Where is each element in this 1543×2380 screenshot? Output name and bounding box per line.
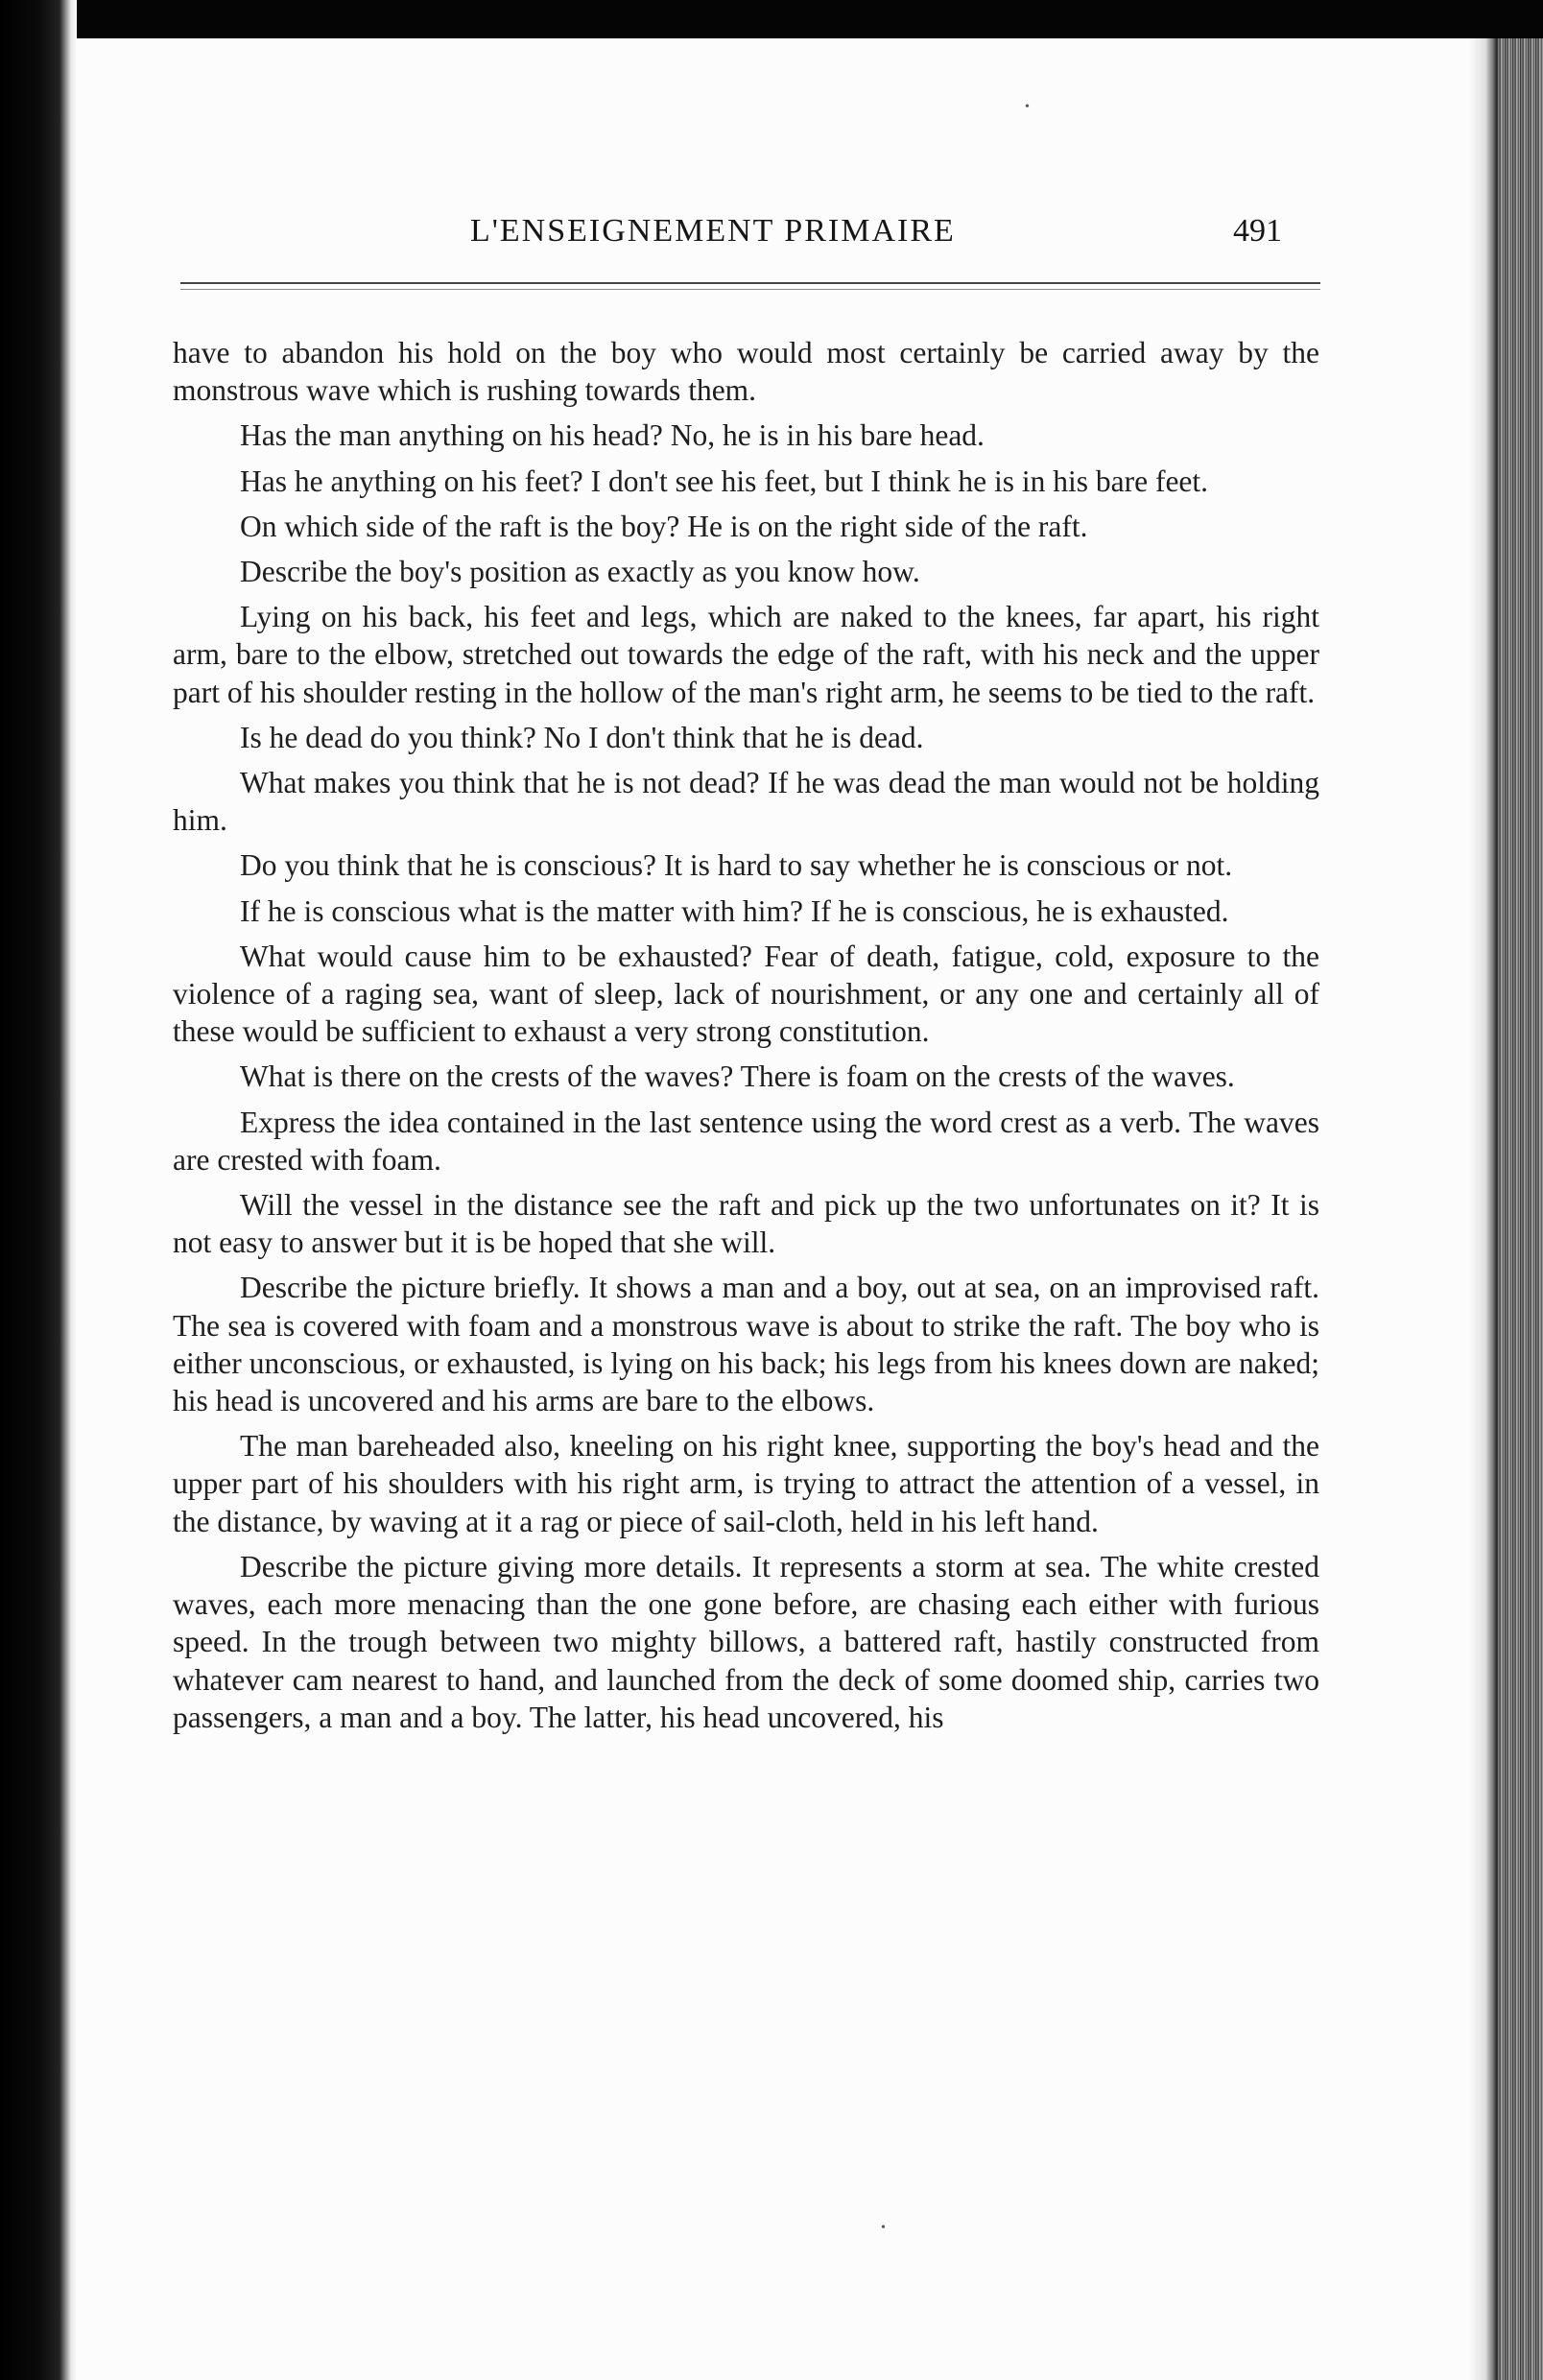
paragraph: Has he anything on his feet? I don't see his feet, but I think he is in his bare feet.: [240, 464, 1209, 498]
paragraph: Do you think that he is conscious? It is hard to say whether he is conscious or not.: [240, 848, 1233, 883]
scan-speck: •: [1025, 100, 1030, 114]
header-rule: [180, 282, 1320, 284]
paragraph: Describe the picture briefly. It shows a man and a boy, out at sea, on an improvised raft. The sea is covered with foam and a monstrous wave is about to strike the raft. The boy who is either unconscious, or exhausted, is lying on his back; his legs from his knees down are naked; his head is uncovered and his arms are bare to the elbows.: [173, 1271, 1319, 1418]
paragraph: Is he dead do you think? No I don't think that he is dead.: [240, 720, 924, 754]
paragraph: If he is conscious what is the matter with him? If he is conscious, he is exhausted.: [240, 893, 1229, 928]
page-number: 491: [1233, 213, 1282, 249]
running-title: L'ENSEIGNEMENT PRIMAIRE: [470, 213, 956, 249]
page-body: [173, 334, 1319, 1744]
book-gutter-shadow: [0, 0, 77, 2380]
paragraph: Express the idea contained in the last sentence using the word crest as a verb. The waves are crested with foam.: [173, 1105, 1319, 1177]
book-page-stack-edge: [1497, 38, 1543, 2380]
paragraph: have to abandon his hold on the boy who would most certainly be carried away by the monstrous wave which is rushing towards them.: [173, 336, 1319, 408]
paragraph: What would cause him to be exhausted? Fear of death, fatigue, cold, exposure to the violence of a raging sea, want of sleep, lack of nourishment, or any one and certainly all of these would be sufficient to exhaust a very strong constitution.: [173, 939, 1319, 1049]
scan-speck: •: [881, 2221, 886, 2235]
paragraph: What is there on the crests of the waves? There is foam on the crests of the waves.: [240, 1059, 1235, 1094]
paragraph: Will the vessel in the distance see the raft and pick up the two unfortunates on it? It is not easy to answer but it is be hoped that she will.: [173, 1188, 1319, 1260]
paragraph: What makes you think that he is not dead? If he was dead the man would not be holding him.: [173, 766, 1319, 838]
paragraph: Describe the boy's position as exactly as you know how.: [240, 555, 920, 589]
paragraph: The man bareheaded also, kneeling on his right knee, supporting the boy's head and the upper part of his shoulders with his right arm, is trying to attract the attention of a vessel, in the distance, by waving at it a rag or piece of sail-cloth, held in his left hand.: [173, 1429, 1319, 1538]
paragraph: Describe the picture giving more details. It represents a storm at sea. The white crested waves, each more menacing than the one gone before, are chasing each either with furious speed. In the trough between two mighty billows, a battered raft, hastily constructed from whatever cam nearest to hand, and launched from the deck of some doomed ship, carries two passengers, a man and a boy. The latter, his head uncovered, his: [173, 1549, 1319, 1734]
page-edge-shading: [1468, 38, 1497, 2380]
header-rule-thin: [180, 289, 1320, 290]
paragraph: Lying on his back, his feet and legs, which are naked to the knees, far apart, his right arm, bare to the elbow, stretched out towards the edge of the raft, with his neck and the upper part of his shoulder resting in the hollow of the man's right arm, he seems to be tied to the raft.: [173, 600, 1319, 709]
scan-border-top: [0, 0, 1543, 43]
paragraph: Has the man anything on his head? No, he is in his bare head.: [240, 418, 985, 453]
paragraph: On which side of the raft is the boy? He is on the right side of the raft.: [240, 509, 1088, 543]
